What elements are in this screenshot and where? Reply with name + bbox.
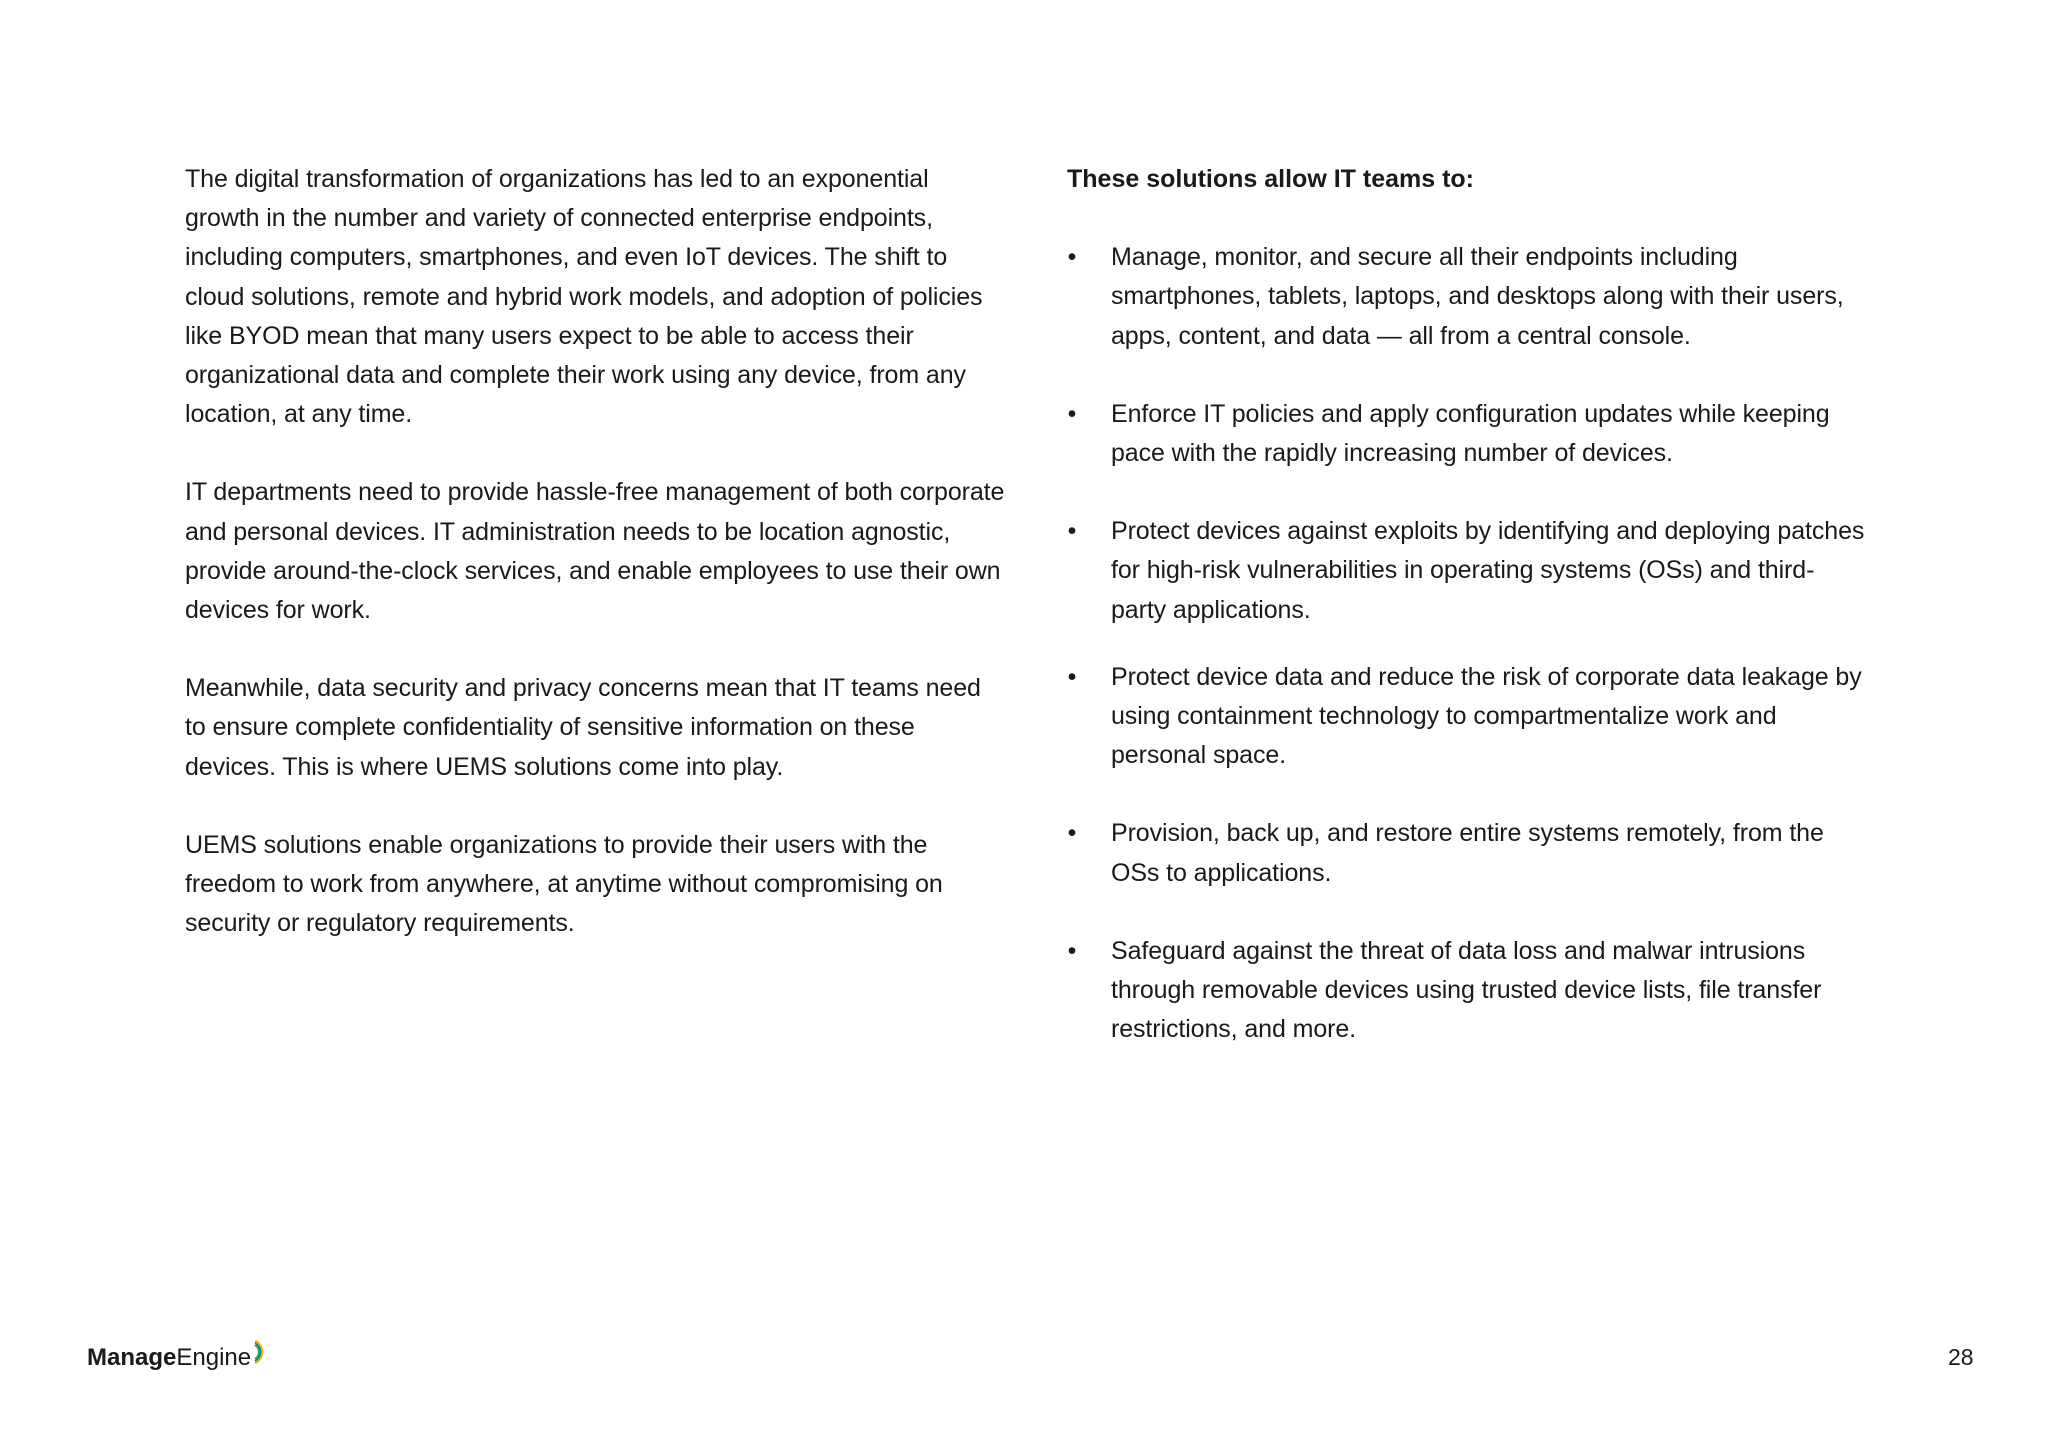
solutions-heading: These solutions allow IT teams to:	[1067, 165, 1475, 193]
list-item-text: Safeguard against the threat of data loss and malwar intrusions through removable devices using trusted device lists, file transfer restrictions, and more.	[1111, 936, 1822, 1044]
it-departments-paragraph: IT departments need to provide hassle-free management of both corporate and personal devices. IT administration needs to be location agnostic, provide around-the-clock services, and enable employees to use their own devices for work.	[185, 478, 1005, 625]
page-number: 28	[1948, 1344, 1974, 1370]
bullet-icon: •	[1067, 662, 1077, 691]
solutions-list	[1067, 238, 1867, 1049]
list-item	[1067, 238, 1867, 356]
data-security-paragraph: Meanwhile, data security and privacy concerns mean that IT teams need to ensure complete confidentiality of sensitive information on these devices. This is where UEMS solutions come into play.	[185, 674, 981, 781]
list-item-text: Protect devices against exploits by identifying and deploying patches for high-risk vulnerabilities in operating systems (OSs) and third-party applications.	[1111, 517, 1865, 624]
bullet-icon: •	[1067, 517, 1077, 546]
bullet-icon: •	[1067, 819, 1077, 848]
manageengine-logo	[87, 1333, 271, 1373]
right-column	[1067, 160, 1867, 1049]
list-item	[1067, 395, 1867, 473]
list-item-text: Enforce IT policies and apply configuration updates while keeping pace with the rapidly increasing number of devices.	[1111, 399, 1830, 468]
bullet-icon: •	[1067, 243, 1077, 272]
list-item	[1067, 658, 1867, 776]
logo-arc-green	[255, 1345, 259, 1359]
uems-paragraph: UEMS solutions enable organizations to provide their users with the freedom to work from anywhere, at anytime without compromising on security or regulatory requirements.	[185, 830, 943, 938]
list-item	[1067, 932, 1867, 1050]
bullet-icon: •	[1067, 399, 1077, 428]
list-item-text: Provision, back up, and restore entire systems remotely, from the OSs to applications.	[1111, 819, 1824, 887]
list-item-text: Protect device data and reduce the risk of corporate data leakage by using containment technology to compartmentalize work and personal space.	[1111, 662, 1862, 770]
left-column	[185, 160, 1005, 982]
list-item-text: Manage, monitor, and secure all their endpoints including smartphones, tablets, laptops, and desktops along with their users, apps, content, and data — all from a central console.	[1111, 243, 1844, 350]
logo-wordmark	[87, 1343, 251, 1373]
bullet-icon: •	[1067, 936, 1077, 965]
intro-paragraph: The digital transformation of organizations has led to an exponential growth in the number and variety of connected enterprise endpoints, including computers, smartphones, and even IoT devices. The shift to cloud solutions, remote and hybrid work models, and adoption of policies like BYOD mean that many users expect to be able to access their organizational data and complete their work using any device, from any location, at any time.	[185, 165, 983, 429]
logo-arc-icon	[249, 1339, 271, 1365]
logo-regular-part: Engine	[176, 1344, 252, 1371]
logo-bold-part: Manage	[87, 1344, 177, 1371]
list-item	[1067, 512, 1867, 630]
list-item	[1067, 814, 1867, 892]
